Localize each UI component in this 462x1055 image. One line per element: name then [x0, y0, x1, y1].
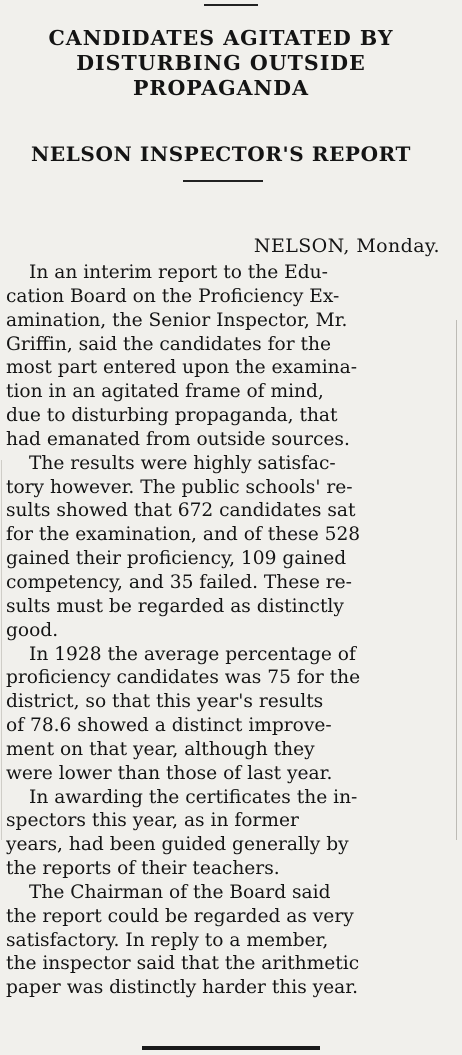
- text-line: The Chairman of the Board said: [29, 881, 331, 903]
- section-rule: [183, 180, 263, 182]
- text-line: the inspector said that the arithmetic: [6, 953, 360, 975]
- article-body: [6, 261, 438, 1000]
- text-line: due to disturbing propaganda, that: [6, 405, 338, 427]
- text-line: sults showed that 672 candidates sat: [6, 500, 356, 522]
- bottom-rule: [142, 1046, 320, 1050]
- text-line: tory however. The public schools' re-: [6, 476, 353, 498]
- headline-line: PROPAGANDA: [133, 76, 309, 100]
- text-line: amination, the Senior Inspector, Mr.: [6, 309, 348, 331]
- paragraph-4: [6, 786, 438, 881]
- paragraph-5: [6, 881, 438, 1000]
- headline: [6, 26, 436, 101]
- text-line: the report could be regarded as very: [6, 905, 354, 927]
- paragraph-1: [6, 261, 438, 452]
- text-line: tion in an agitated frame of mind,: [6, 381, 324, 403]
- text-line: paper was distinctly harder this year.: [6, 977, 359, 999]
- text-line: In an interim report to the Edu-: [29, 262, 328, 283]
- text-line: good.: [6, 619, 59, 641]
- text-line: for the examination, and of these 528: [6, 524, 361, 546]
- column-rule-left: [1, 460, 2, 840]
- text-line: The results were highly satisfac-: [29, 452, 336, 474]
- text-line: of 78.6 showed a distinct improve-: [6, 715, 332, 737]
- text-line: had emanated from outside sources.: [6, 428, 350, 450]
- text-line: competency, and 35 failed. These re-: [6, 571, 352, 593]
- column-rule-right: [456, 320, 457, 840]
- headline-line: DISTURBING OUTSIDE: [76, 51, 366, 75]
- text-line: sults must be regarded as distinctly: [6, 595, 344, 617]
- top-rule: [204, 4, 258, 6]
- dateline: NELSON, Monday.: [253, 235, 440, 257]
- text-line: spectors this year, as in former: [6, 810, 299, 832]
- subheading: NELSON INSPECTOR'S REPORT: [31, 142, 411, 166]
- text-line: district, so that this year's results: [6, 691, 324, 713]
- text-line: gained their proficiency, 109 gained: [6, 548, 347, 570]
- text-line: ment on that year, although they: [6, 738, 315, 760]
- text-line: were lower than those of last year.: [6, 762, 333, 784]
- text-line: years, had been guided generally by: [6, 834, 349, 856]
- text-line: most part entered upon the examina-: [6, 357, 357, 379]
- paragraph-3: [6, 643, 438, 786]
- headline-line: CANDIDATES AGITATED BY: [48, 26, 394, 50]
- text-line: satisfactory. In reply to a member,: [6, 929, 329, 951]
- text-line: the reports of their teachers.: [6, 858, 280, 880]
- text-line: proficiency candidates was 75 for the: [6, 667, 361, 689]
- paragraph-2: [6, 452, 438, 643]
- text-line: cation Board on the Proficiency Ex-: [6, 285, 340, 307]
- text-line: Griffin, said the candidates for the: [6, 333, 331, 355]
- text-line: In 1928 the average percentage of: [29, 643, 356, 665]
- text-line: In awarding the certificates the in-: [29, 786, 358, 808]
